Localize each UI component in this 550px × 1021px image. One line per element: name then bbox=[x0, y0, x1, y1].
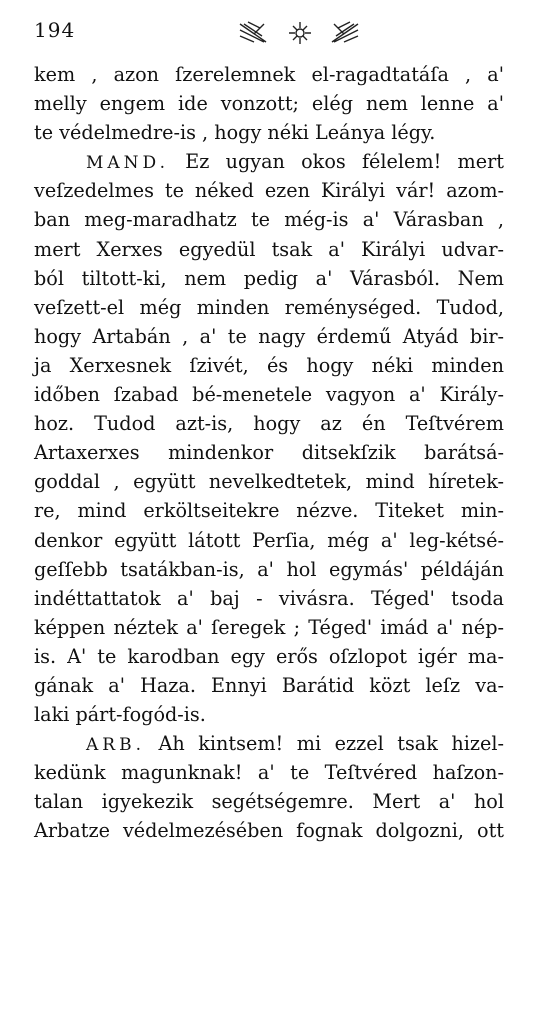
text-line bbox=[34, 526, 504, 555]
text-line bbox=[34, 322, 504, 351]
line-text: kedünk magunknak! a' te Teſtvéred haſzon- bbox=[34, 761, 504, 785]
text-line bbox=[34, 293, 504, 322]
line-text: te védelmedre-is , hogy néki Leánya légy. bbox=[34, 121, 436, 145]
line-text: hogy Artabán , a' te nagy érdemű Atyád bir- bbox=[34, 324, 504, 348]
line-text: is. A' te karodban egy erős oſzlopot igér ma- bbox=[34, 644, 504, 668]
page-header bbox=[34, 18, 514, 48]
line-text: gának a' Haza. Ennyi Barátid közt leſz va- bbox=[34, 673, 504, 697]
text-line bbox=[34, 176, 504, 205]
line-text: Ah kintsem! mi ezzel tsak hizel- bbox=[158, 732, 504, 756]
line-text: re, mind erköltseitekre nézve. Titeket min- bbox=[34, 499, 504, 523]
text-line bbox=[34, 60, 504, 89]
line-text: laki párt-fogód-is. bbox=[34, 703, 206, 727]
text-line bbox=[34, 642, 504, 671]
line-text: ból tiltott-ki, nem pedig a' Várasból. Nem bbox=[34, 266, 504, 290]
speaker-name: ARB. bbox=[86, 735, 145, 756]
line-text: Arbatze védelmezésében fognak dolgozni, ott bbox=[34, 819, 504, 843]
text-line bbox=[34, 787, 504, 816]
line-text: hoz. Tudod azt-is, hogy az én Teſtvérem bbox=[34, 412, 504, 436]
text-line bbox=[34, 235, 504, 264]
text-line bbox=[34, 89, 504, 118]
speaker-name: MAND. bbox=[86, 153, 169, 174]
line-text: geſſebb tsatákban-is, a' hol egymás' példáján bbox=[34, 557, 504, 581]
line-text: időben ſzabad bé-menetele vagyon a' Király- bbox=[34, 383, 504, 407]
line-text: mert Xerxes egyedül tsak a' Királyi udvar- bbox=[34, 237, 504, 261]
page-number: 194 bbox=[34, 18, 76, 42]
line-text: goddal , együtt nevelkedtetek, mind híretek- bbox=[34, 470, 504, 494]
text-line bbox=[34, 147, 504, 176]
line-text: kem , azon ſzerelemnek el-ragadtatáſa , a' bbox=[34, 63, 504, 86]
line-text: melly engem ide vonzott; elég nem lenne a' bbox=[34, 92, 504, 116]
body-text bbox=[34, 60, 504, 846]
line-text: ban meg-maradhatz te még-is a' Várasban , bbox=[34, 208, 504, 232]
line-text: Artaxerxes mindenkor ditsekſzik barátsá- bbox=[34, 441, 504, 465]
text-line bbox=[34, 380, 504, 409]
text-line bbox=[34, 118, 504, 147]
line-text: talan igyekezik segétségemre. Mert a' hol bbox=[34, 790, 504, 814]
text-line bbox=[34, 205, 504, 234]
text-line bbox=[34, 351, 504, 380]
text-line bbox=[34, 584, 504, 613]
line-text: indéttattatok a' baj - vivásra. Téged' tsoda bbox=[34, 586, 504, 610]
ornament-icon bbox=[204, 20, 394, 46]
text-line bbox=[34, 555, 504, 584]
text-line bbox=[34, 758, 504, 787]
text-line bbox=[34, 729, 504, 758]
text-line bbox=[34, 613, 504, 642]
text-line bbox=[34, 700, 504, 729]
text-line bbox=[34, 467, 504, 496]
line-text: képpen néztek a' ſeregek ; Téged' imád a' nép- bbox=[34, 615, 504, 639]
text-line bbox=[34, 816, 504, 845]
text-line bbox=[34, 438, 504, 467]
line-text: veſzedelmes te néked ezen Királyi vár! azom- bbox=[34, 179, 504, 203]
text-line bbox=[34, 496, 504, 525]
line-text: denkor együtt látott Perſia, még a' leg-kétsé- bbox=[34, 528, 504, 552]
line-text: veſzett-el még minden reménységed. Tudod, bbox=[34, 295, 504, 319]
line-text: ja Xerxesnek ſzivét, és hogy néki minden bbox=[34, 353, 504, 377]
text-line bbox=[34, 671, 504, 700]
text-line bbox=[34, 264, 504, 293]
line-text: Ez ugyan okos félelem! mert bbox=[185, 150, 504, 174]
text-line bbox=[34, 409, 504, 438]
